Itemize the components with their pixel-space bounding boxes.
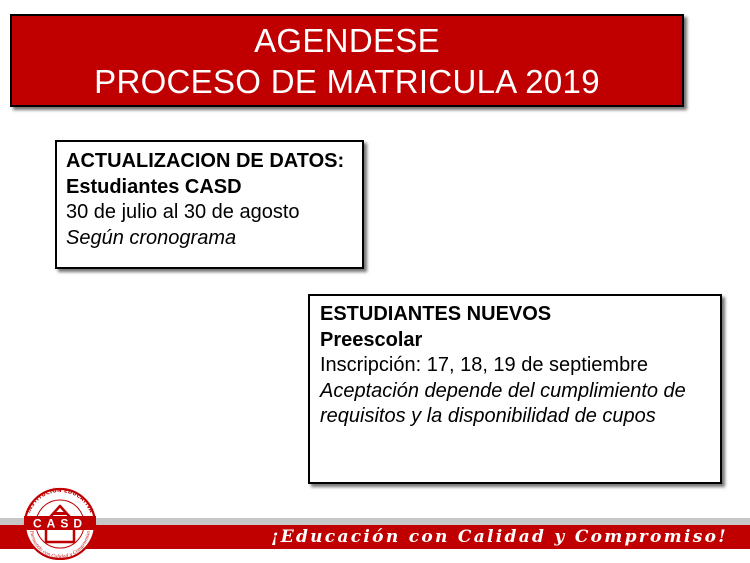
update-heading: ACTUALIZACION DE DATOS:: [66, 150, 345, 172]
update-subheading: Estudiantes CASD: [66, 175, 242, 198]
footer-bottom: [0, 549, 750, 563]
update-note: Según cronograma: [66, 226, 237, 249]
update-data-box: [55, 140, 364, 269]
logo-ring-bottom: Formando con Calidad y Compromiso: [28, 530, 92, 560]
new-students-box: [308, 294, 722, 484]
new-dates: Inscripción: 17, 18, 19 de septiembre: [320, 354, 648, 376]
casd-logo: [18, 482, 102, 560]
update-dates: 30 de julio al 30 de agosto: [66, 201, 300, 223]
logo-letters: CASD: [32, 516, 88, 531]
new-subheading: Preescolar: [320, 328, 423, 351]
new-heading: ESTUDIANTES NUEVOS: [320, 303, 552, 325]
title-line-1: AGENDESE: [254, 21, 440, 59]
logo-ring-top: INSTITUCIÓN EDUCATIVA: [26, 487, 94, 515]
title-banner: [10, 14, 684, 107]
title-line-2: PROCESO DE MATRICULA 2019: [94, 62, 600, 100]
new-note: Aceptación depende del cumplimiento de requisitos y la disponibilidad de cupos: [320, 379, 686, 427]
footer-slogan: ¡Educación con Calidad y Compromiso!: [270, 527, 728, 547]
